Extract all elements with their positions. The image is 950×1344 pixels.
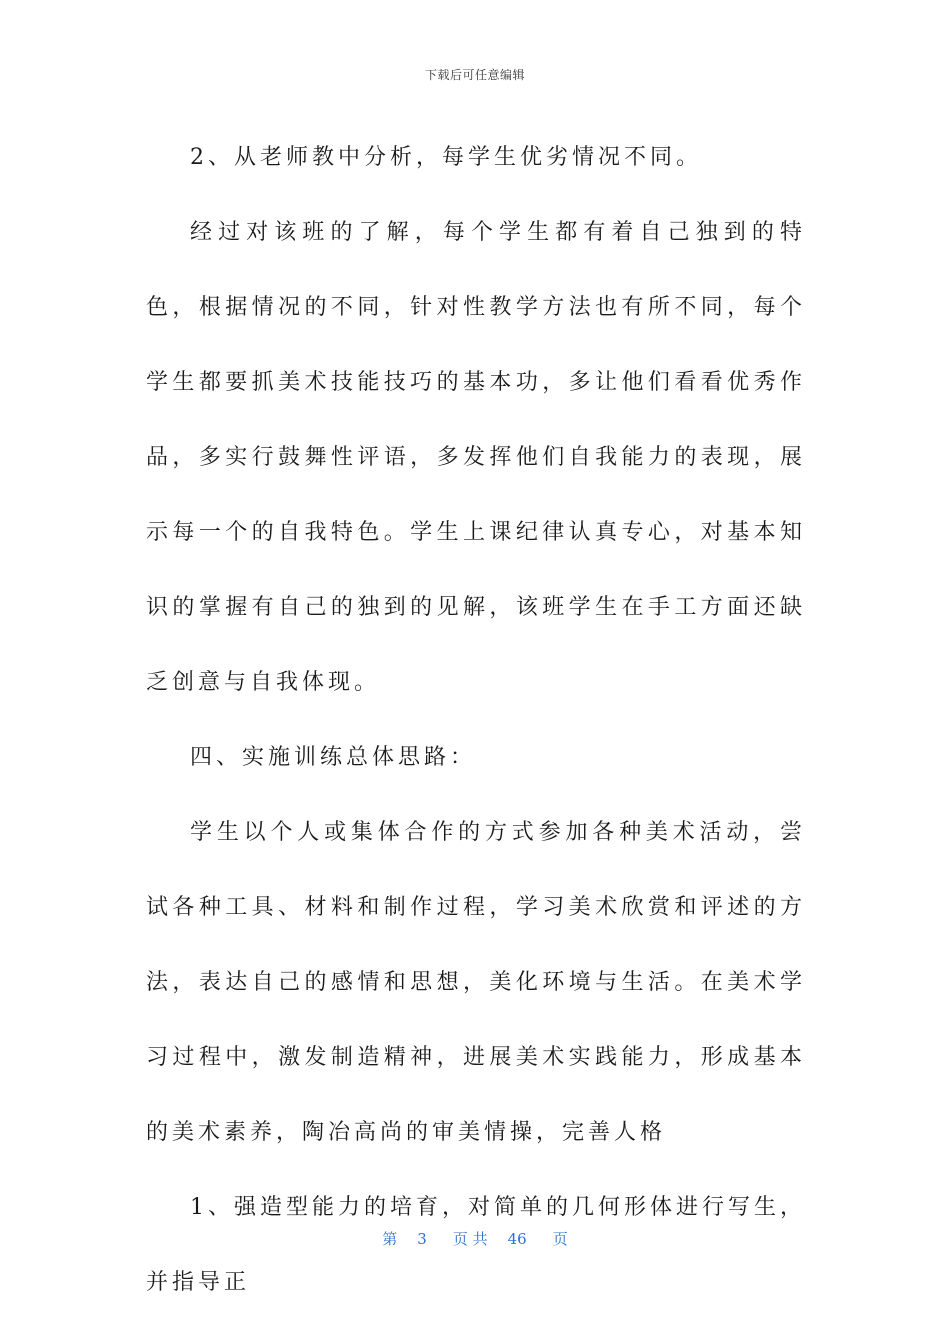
paragraph-training-approach: 学生以个人或集体合作的方式参加各种美术活动，尝试各种工具、材料和制作过程，学习美术欣赏和评述的方法，表达自己的感情和思想，美化环境与生活。在美术学习过程中，激发制造精神，进展美术实践能力，形成基本的美术素养，陶冶高尚的审美情操，完善人格 xyxy=(146,820,806,1145)
footer-page-middle: 页 共 xyxy=(452,1230,488,1248)
page-footer xyxy=(0,1228,950,1249)
document-body xyxy=(146,120,806,1320)
paragraph-class-analysis: 经过对该班的了解，每个学生都有着自己独到的特色，根据情况的不同，针对性教学方法也有所不同，每个学生都要抓美术技能技巧的基本功，多让他们看看优秀作品，多实行鼓舞性评语，多发挥他们自我能力的表现，展示每一个的自我特色。学生上课纪律认真专心，对基本知识的掌握有自己的独到的见解，该班学生在手工方面还缺乏创意与自我体现。 xyxy=(146,220,806,695)
footer-page-prefix: 第 xyxy=(382,1230,398,1248)
document-header-note: 下载后可任意编辑 xyxy=(424,68,525,82)
paragraph-item-1: 1、强造型能力的培育，对简单的几何形体进行写生，并指导正 xyxy=(146,1195,806,1295)
footer-current-page: 3 xyxy=(417,1230,427,1248)
paragraph-section-4-heading: 四、实施训练总体思路： xyxy=(190,745,477,770)
paragraph-section-2-heading: 2、从老师教中分析，每学生优劣情况不同。 xyxy=(190,145,702,170)
footer-page-suffix: 页 xyxy=(552,1230,568,1248)
footer-total-pages: 46 xyxy=(507,1230,527,1248)
